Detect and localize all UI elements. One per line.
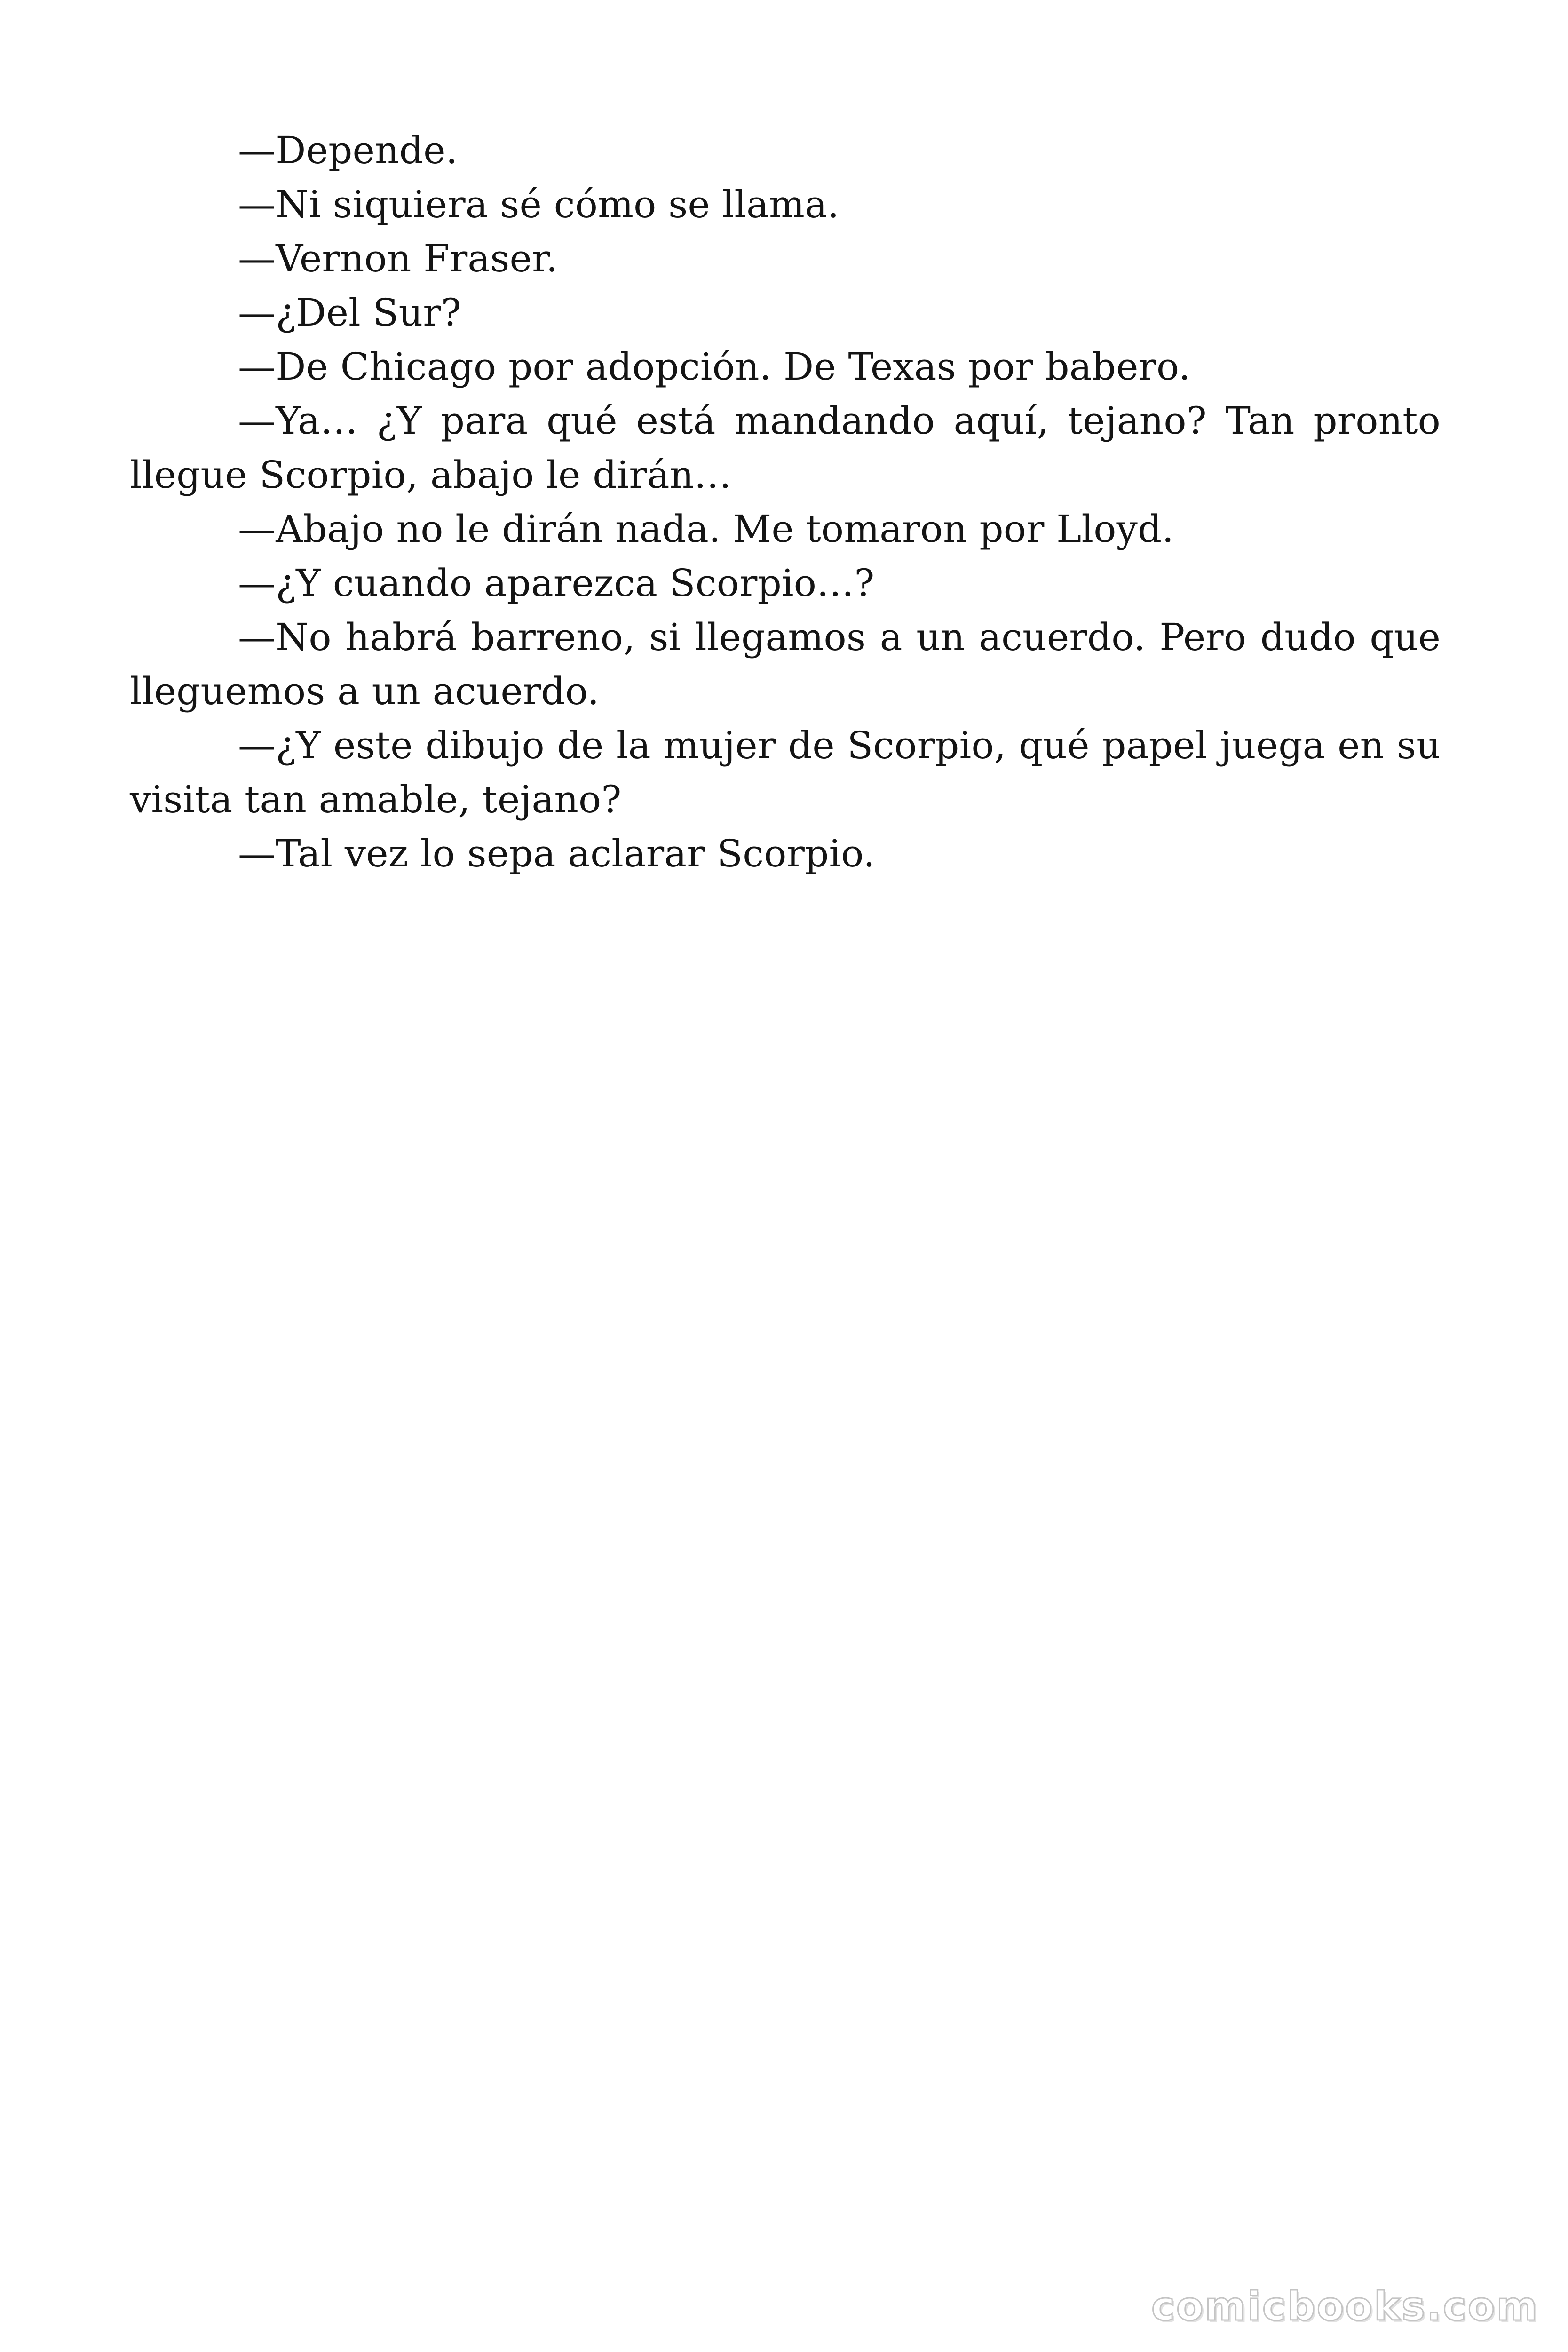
paragraph: —Ya… ¿Y para qué está mandando aquí, tejano? Tan pronto llegue Scorpio, abajo le dirán… [130, 399, 1441, 497]
dialogue-text-block [130, 123, 1441, 881]
paragraph: —¿Y este dibujo de la mujer de Scorpio, qué papel juega en su visita tan amable, tejano? [130, 723, 1441, 821]
paragraph: —Depende. [238, 128, 458, 172]
watermark-logo: comicbooks.com [1151, 2283, 1539, 2329]
paragraph: —Vernon Fraser. [238, 237, 558, 280]
paragraph: —De Chicago por adopción. De Texas por babero. [238, 345, 1191, 389]
paragraph: —¿Del Sur? [238, 291, 461, 334]
paragraph: —Tal vez lo sepa aclarar Scorpio. [238, 832, 875, 875]
paragraph: —¿Y cuando aparezca Scorpio…? [238, 561, 875, 605]
paragraph: —Ni siquiera sé cómo se llama. [238, 183, 839, 226]
paragraph: —Abajo no le dirán nada. Me tomaron por Lloyd. [238, 507, 1174, 551]
paragraph: —No habrá barreno, si llegamos a un acuerdo. Pero dudo que lleguemos a un acuerdo. [130, 615, 1441, 713]
